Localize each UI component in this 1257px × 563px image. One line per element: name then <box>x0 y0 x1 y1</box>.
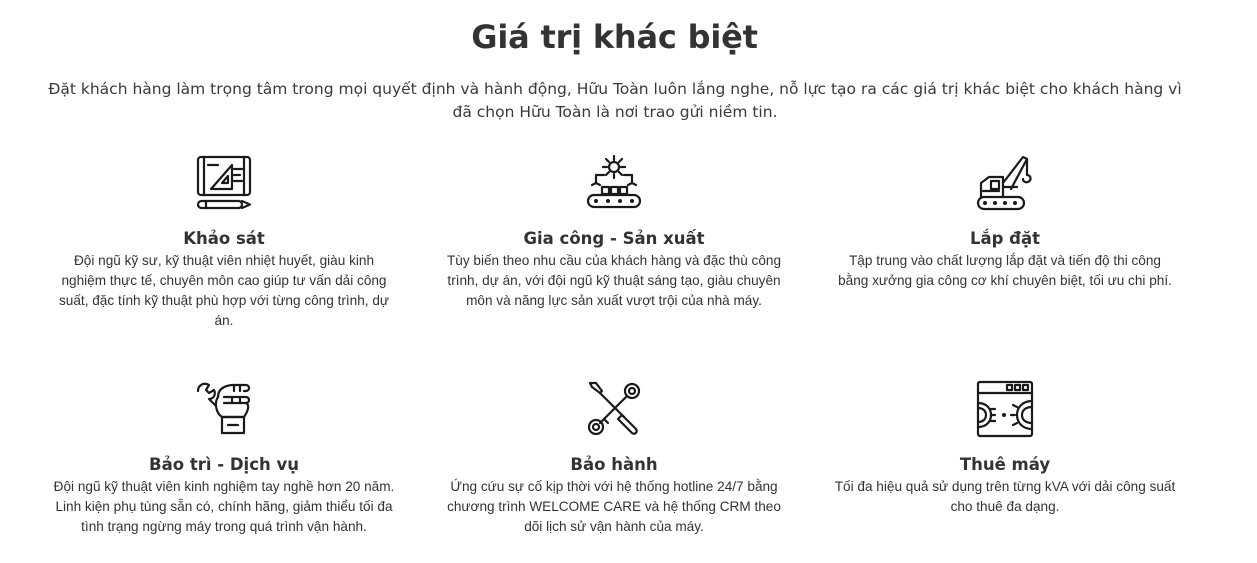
wrench-fist-icon <box>194 379 254 439</box>
card-title: Lắp đặt <box>969 229 1041 248</box>
value-card-manufacturing <box>434 153 794 311</box>
card-description: Tối đa hiệu quả sử dụng trên từng kVA với dải công suất cho thuê đa dạng. <box>834 479 1176 514</box>
card-title: Bảo trì - Dịch vụ <box>149 455 299 474</box>
card-title: Khảo sát <box>183 229 265 248</box>
value-card-warranty <box>434 379 794 537</box>
card-description: Đội ngũ kỹ thuật viên kinh nghiệm tay nghề hơn 20 năm. Linh kiện phụ tùng sẵn có, chính hãng, giảm thiểu tối đa tình trạng ngừng máy trong quá trình vận hành. <box>53 479 395 534</box>
value-card-rental <box>825 379 1185 517</box>
card-title: Thuê máy <box>959 455 1051 474</box>
card-description: Đội ngũ kỹ sư, kỹ thuật viên nhiệt huyết, giàu kinh nghiệm thực tế, chuyên môn cao giúp tư vấn dải công suất, đặc tính kỹ thuật phù hợp với từng công trình, dự án. <box>59 253 389 328</box>
section-subtitle: Đặt khách hàng làm trọng tâm trong mọi quyết định và hành động, Hữu Toàn luôn lắng nghe, nỗ lực tạo ra các giá trị khác biệt cho khách hàng vì đã chọn Hữu Toàn là nơi trao gửi niềm tin. <box>48 80 1182 121</box>
assembly-line-icon <box>584 153 644 213</box>
value-card-maintenance <box>44 379 404 537</box>
value-card-survey <box>44 153 404 331</box>
value-card-installation <box>825 153 1185 291</box>
card-title: Gia công - Sản xuất <box>523 229 705 248</box>
card-description: Tùy biến theo nhu cầu của khách hàng và đặc thù công trình, dự án, với đội ngũ kỹ thuật sáng tạo, giàu chuyên môn và năng lực sản xuất vượt trội của nhà máy. <box>446 253 782 308</box>
card-description: Ứng cứu sự cố kịp thời với hệ thống hotline 24/7 bằng chương trình WELCOME CARE và hệ thống CRM theo dõi lịch sử vận hành của máy. <box>447 479 781 534</box>
screwdriver-wrench-icon <box>584 379 644 439</box>
blueprint-icon <box>194 153 254 213</box>
crane-icon <box>975 153 1035 213</box>
section-title: Giá trị khác biệt <box>471 18 758 56</box>
card-title: Bảo hành <box>570 455 658 474</box>
gears-window-icon <box>975 379 1035 439</box>
card-description: Tập trung vào chất lượng lắp đặt và tiến độ thi công bằng xưởng gia công cơ khí chuyên biệt, tối ưu chi phí. <box>838 253 1172 288</box>
